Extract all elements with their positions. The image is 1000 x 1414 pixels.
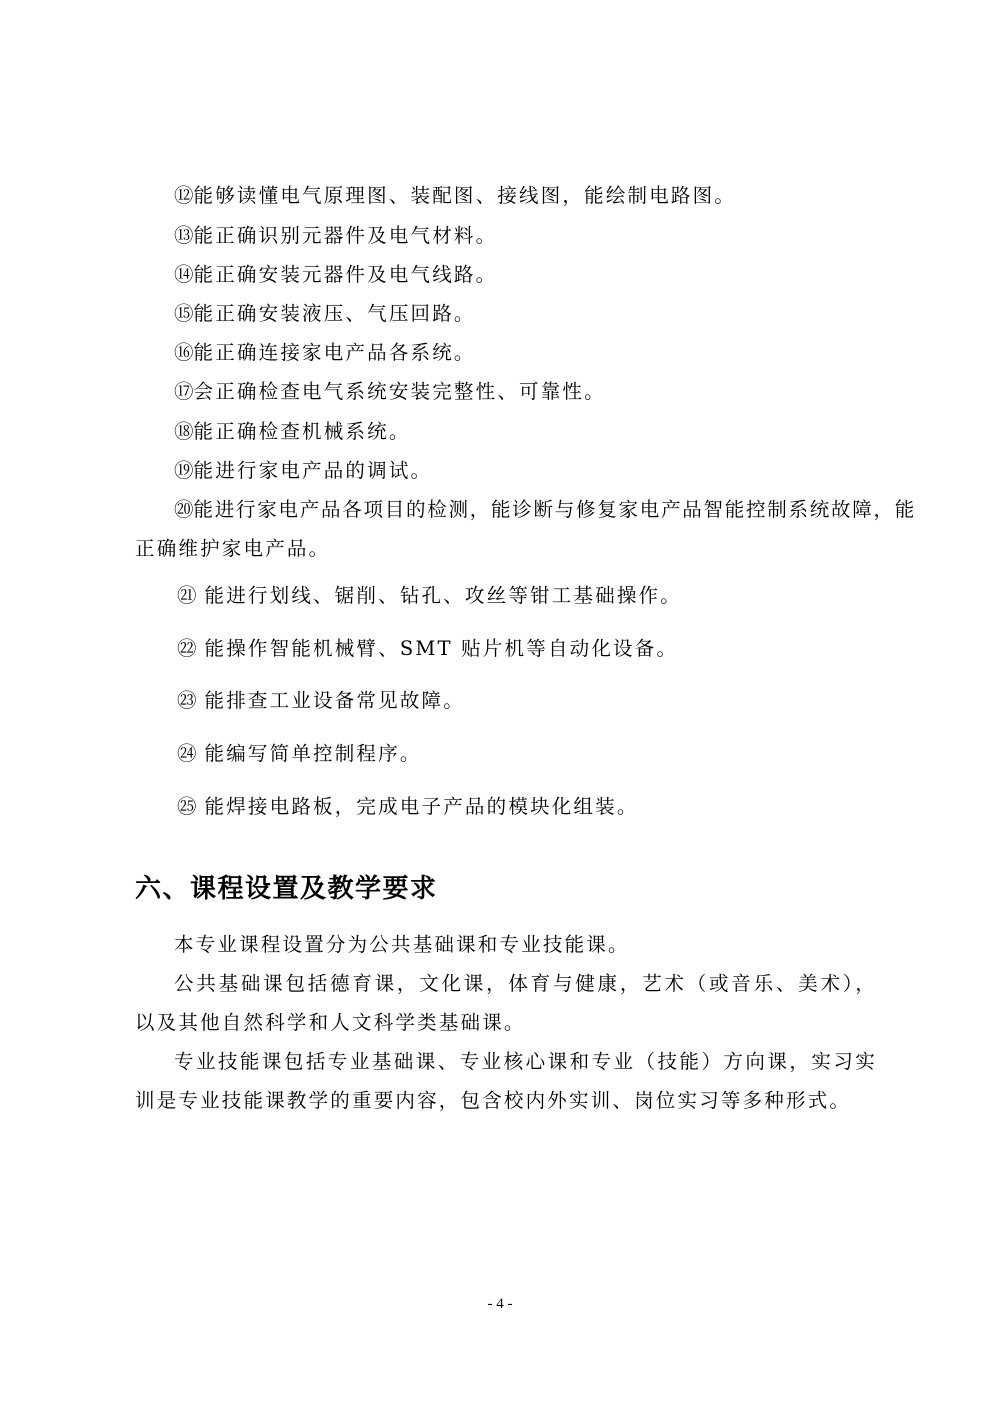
skill-item-14 [174,263,497,287]
item-number: ㉑ [177,584,197,607]
item-text: 能进行划线、锯削、钻孔、攻丝等钳工基础操作。 [204,584,682,607]
item-number: ㉔ [177,742,197,765]
skill-item-15 [174,302,476,326]
item-number: ⑰ [174,380,194,403]
skill-item-25 [177,795,639,819]
item-text: 能正确安装元器件及电气线路。 [193,263,498,286]
item-text: 能正确检查机械系统。 [193,420,411,443]
skill-item-19 [174,459,432,483]
item-number: ⑫ [174,184,194,207]
item-number: ⑱ [174,420,194,443]
item-text: 能进行家电产品各项目的检测，能诊断与修复家电产品智能控制系统故障，能 [193,498,917,521]
item-text: 能正确连接家电产品各系统。 [193,341,476,364]
paragraph-professional-courses: 专业技能课包括专业基础课、专业核心课和专业（技能）方向课，实习实训是专业技能课教学的重要内容，包含校内外实训、岗位实习等多种形式。 [135,1050,877,1112]
item-number: ⑯ [174,341,194,364]
item-number: ⑮ [174,302,194,325]
skill-item-16 [174,341,476,365]
skill-item-13 [174,224,497,248]
item-number: ⑳ [174,498,194,521]
skill-item-12 [174,184,736,208]
item-text: 能正确识别元器件及电气材料。 [193,224,498,247]
skill-item-17 [174,380,606,404]
skill-item-20-continuation: 正确维护家电产品。 [135,537,331,560]
item-text: 能够读懂电气原理图、装配图、接线图，能绘制电路图。 [193,184,737,207]
skill-item-21 [177,584,682,608]
skill-item-18 [174,420,411,444]
paragraph-public-courses: 公共基础课包括德育课，文化课，体育与健康，艺术（或音乐、美术），以及其他自然科学和人文科学类基础课。 [135,972,877,1034]
section-heading: 六、课程设置及教学要求 [135,874,438,904]
page-number: - 4 - [487,1296,513,1312]
skill-item-20 [174,498,916,522]
item-number: ⑲ [174,459,194,482]
item-text: 能进行家电产品的调试。 [193,459,433,482]
item-number: ㉒ [177,637,197,660]
item-text: 会正确检查电气系统安装完整性、可靠性。 [193,380,606,403]
item-text: 能排查工业设备常见故障。 [204,689,465,712]
item-number: ⑭ [174,263,194,286]
skill-item-22 [177,637,678,661]
item-text: 能焊接电路板，完成电子产品的模块化组装。 [204,795,639,818]
skill-item-23 [177,689,465,713]
item-text: 能正确安装液压、气压回路。 [193,302,476,325]
skill-item-24 [177,742,422,766]
item-text: 能操作智能机械臂、SMT 贴片机等自动化设备。 [204,637,679,660]
item-text: 能编写简单控制程序。 [204,742,422,765]
item-number: ㉓ [177,689,197,712]
paragraph-course-overview: 本专业课程设置分为公共基础课和专业技能课。 [174,933,630,956]
item-number: ㉕ [177,795,197,818]
item-number: ⑬ [174,224,194,247]
